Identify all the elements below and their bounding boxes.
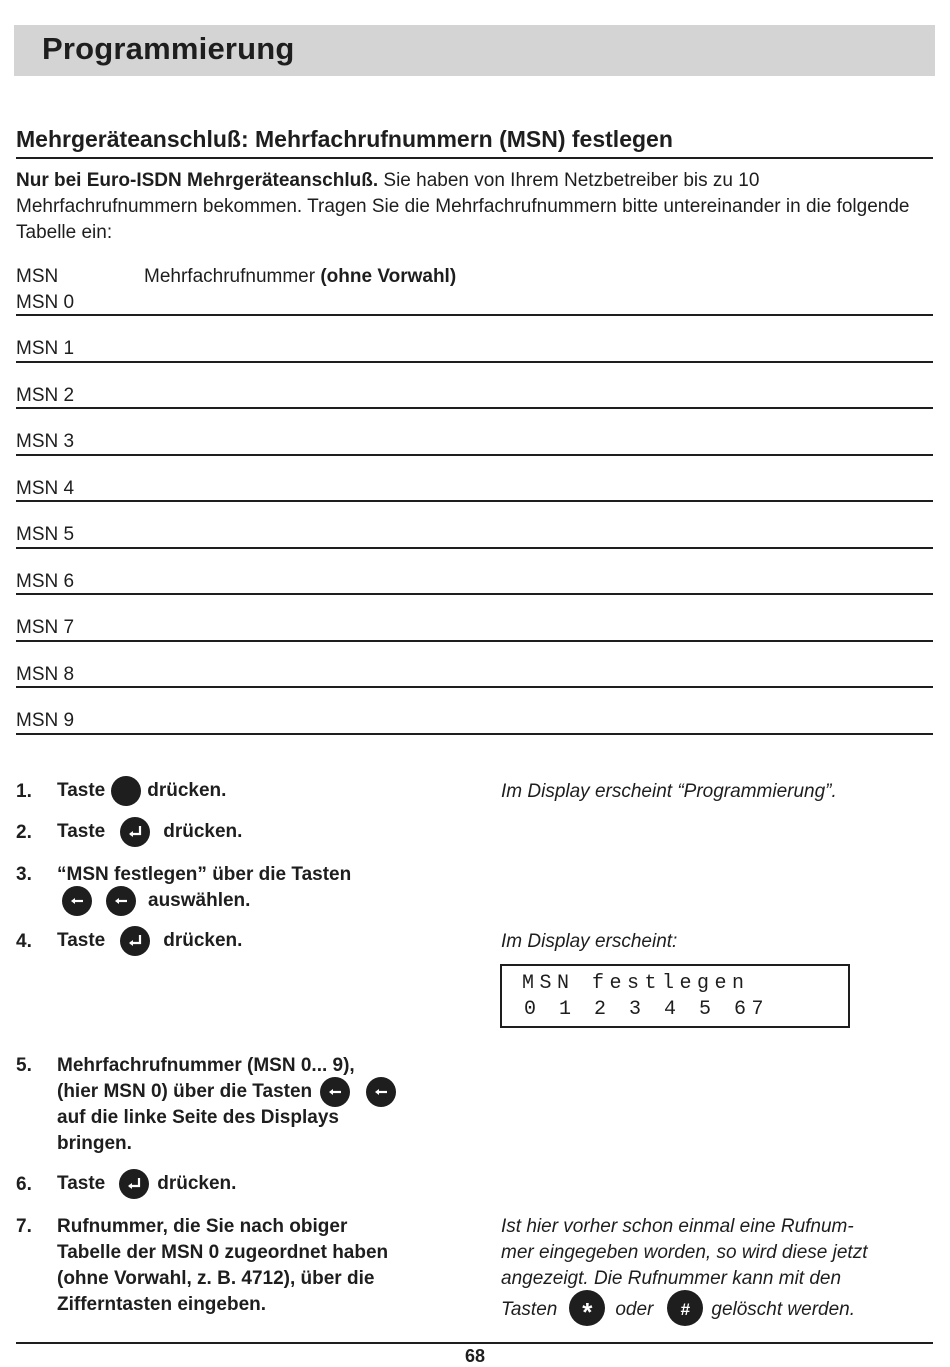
enter-key-icon [120,817,150,847]
step-7-note-line-4: Tasten * oder # gelöscht werden. [501,1292,855,1328]
step-3-line-2: auswählen. [62,886,250,916]
msn-row-line [16,733,933,735]
step-1-note: Im Display erscheint “Programmierung”. [501,781,837,802]
step-number: 3. [16,864,32,885]
display-line-1: MSN festlegen [522,972,750,995]
footer-divider [16,1342,933,1344]
step-2-text: Taste drücken. [57,817,242,847]
step-4-note: Im Display erscheint: [501,931,678,952]
msn-row-label: MSN 7 [16,617,75,638]
round-key-icon [111,776,141,806]
msn-row-line [16,593,933,595]
step-7-line-1: Rufnummer, die Sie nach obiger [57,1216,348,1237]
step-number: 1. [16,781,32,802]
section-title: Mehrgeräteanschluß: Mehrfachrufnummern (MSN) festlegen [16,126,673,152]
display-line-2: 0 1 2 3 4 5 67 [524,998,770,1021]
step-number: 2. [16,822,32,843]
step-5-line-2: (hier MSN 0) über die Tasten [57,1077,396,1107]
display-screen [500,964,850,1028]
number-column-header: Mehrfachrufnummer (ohne Vorwahl) [144,266,457,287]
intro-bold: Nur bei Euro-ISDN Mehrgeräteanschluß. [16,170,379,191]
hash-key-icon: # [667,1290,703,1326]
msn-row-label: MSN 5 [16,524,75,545]
step-5-line-4: bringen. [57,1133,132,1154]
page-title: Programmierung [42,31,295,66]
msn-row-label: MSN 1 [16,338,75,359]
enter-key-icon [120,926,150,956]
step-3-line-1: “MSN festlegen” über die Tasten [57,864,352,885]
step-7-line-2: Tabelle der MSN 0 zugeordnet haben [57,1242,389,1263]
msn-row-line [16,547,933,549]
left-arrow-key-icon [320,1077,350,1107]
page-number: 68 [464,1346,486,1366]
enter-key-icon [119,1169,149,1199]
msn-row-line [16,361,933,363]
msn-table-header [16,266,457,288]
msn-row-line [16,407,933,409]
step-6-text: Taste drücken. [57,1169,236,1199]
step-4-text: Taste drücken. [57,926,242,956]
msn-row-line [16,640,933,642]
section-divider [16,157,933,159]
msn-row-label: MSN 9 [16,710,75,731]
msn-row-line [16,314,933,316]
left-arrow-key-icon [366,1077,396,1107]
step-7-note-line-3: angezeigt. Die Rufnummer kann mit den [501,1268,842,1289]
step-7-line-4: Zifferntasten eingeben. [57,1294,267,1315]
step-7-line-3: (ohne Vorwahl, z. B. 4712), über die [57,1268,375,1289]
left-arrow-key-icon [106,886,136,916]
msn-row-label: MSN 8 [16,664,75,685]
msn-row-label: MSN 6 [16,571,75,592]
msn-row-label: MSN 2 [16,385,75,406]
msn-row-line [16,500,933,502]
msn-row-label: MSN 3 [16,431,75,452]
step-7-note-line-2: mer eingegeben worden, so wird diese jetzt [501,1242,868,1263]
msn-column-header: MSN [16,266,59,287]
msn-row-label: MSN 0 [16,292,75,313]
step-number: 5. [16,1055,32,1076]
star-key-icon: * [569,1290,605,1326]
step-number: 7. [16,1216,32,1237]
left-arrow-key-icon [62,886,92,916]
step-1-text: Taste drücken. [57,776,226,806]
step-7-note-line-1: Ist hier vorher schon einmal eine Rufnum- [501,1216,854,1237]
step-5-line-1: Mehrfachrufnummer (MSN 0... 9), [57,1055,355,1076]
intro-text: Sie haben von Ihrem Netzbetreiber bis zu 10 Mehrfachrufnummern bekommen. Tragen Sie die Mehrfachrufnummern bitte untereinander in die folgende Tabelle ein: [16,170,910,243]
msn-row-line [16,454,933,456]
step-number: 4. [16,931,32,952]
step-5-line-3: auf die linke Seite des Displays [57,1107,339,1128]
msn-row-line [16,686,933,688]
msn-row-label: MSN 4 [16,478,75,499]
intro-paragraph [16,168,931,246]
step-number: 6. [16,1174,32,1195]
